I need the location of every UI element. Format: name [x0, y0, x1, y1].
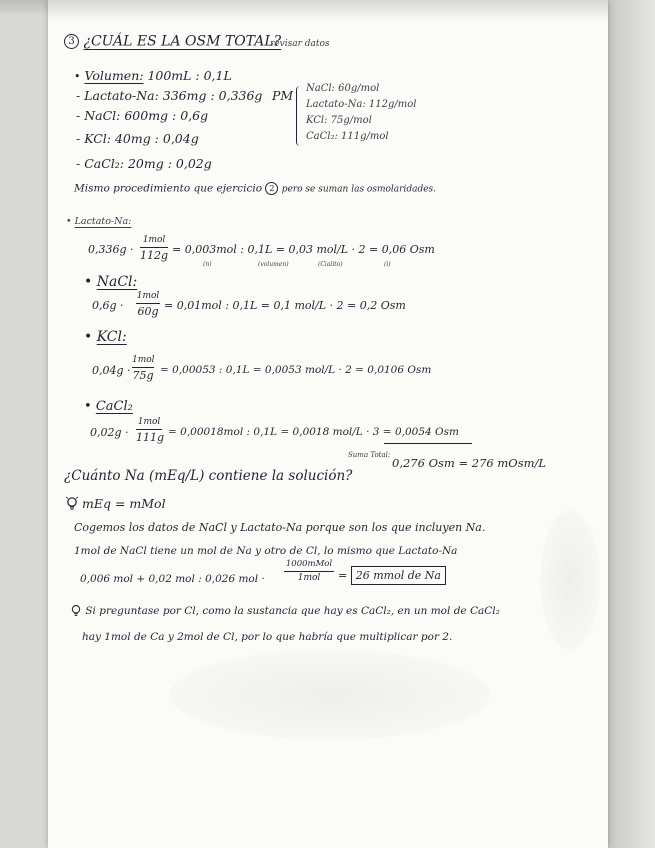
lactato-heading: • Lactato-Na: [66, 216, 132, 227]
page-shadow [48, 0, 608, 22]
kcl-frac-num: 1mol [132, 356, 154, 368]
volumen-label: Volumen: [84, 68, 144, 83]
nacl-heading-text: NaCl: [96, 274, 138, 290]
lightbulb-icon [66, 496, 78, 512]
kcl-data: - KCl: 40mg : 0,04g [76, 131, 199, 146]
cacl2-result: = 0,00018mol : 0,1L = 0,0018 mol/L · 3 = 0,0054 Osm [168, 426, 459, 438]
nacl-data: - NaCl: 600mg : 0,6g [76, 108, 209, 123]
lactato-start: 0,336g · [88, 243, 134, 256]
sodium-frac-den: 1mol [297, 572, 321, 583]
lactato-label-v: (volumen) [258, 261, 289, 268]
question-title: ¿CUÁL ES LA OSM TOTAL? [83, 33, 282, 50]
cacl2-data: - CaCl₂: 20mg : 0,02g [76, 156, 212, 171]
nacl-heading: • NaCl: [84, 274, 138, 290]
question-number: 3 [64, 34, 79, 49]
volumen-value: 100mL : 0,1L [147, 68, 232, 83]
kcl-frac-den: 75g [132, 369, 154, 382]
show-through-smudge [170, 650, 490, 740]
question-heading [64, 34, 281, 49]
cacl2-frac-num: 1mol [136, 418, 162, 430]
show-through-smudge [540, 510, 600, 650]
lactato-fraction [140, 236, 168, 261]
sodium-fraction [284, 560, 334, 583]
chloride-note-1-text: Si preguntase por Cl, como la sustancia que hay es CaCl₂, en un mol de CaCl₂ [85, 605, 500, 617]
cacl2-heading-text: CaCl₂ [95, 399, 133, 414]
sodium-result-boxed: 26 mmol de Na [351, 566, 446, 585]
method-note [74, 182, 436, 195]
lactato-result: = 0,003mol : 0,1L = 0,03 mol/L · 2 = 0,06 Osm [172, 243, 435, 256]
kcl-heading-text: KCl: [96, 329, 127, 345]
sodium-explanation-1: Cogemos los datos de NaCl y Lactato-Na porque son los que incluyen Na. [74, 521, 486, 534]
sodium-question: ¿Cuánto Na (mEq/L) contiene la solución? [64, 468, 353, 484]
sodium-calc-start: 0,006 mol + 0,02 mol : 0,026 mol · [80, 573, 265, 585]
meq-line [66, 498, 166, 511]
nacl-result: = 0,01mol : 0,1L = 0,1 mol/L · 2 = 0,2 Osm [164, 299, 406, 312]
lactato-data-text: Lactato-Na: 336mg : 0,336g [84, 88, 263, 103]
method-tail: pero se suman las osmolaridades. [281, 184, 437, 195]
lightbulb-icon [70, 604, 82, 618]
nacl-start: 0,6g · [92, 299, 124, 312]
lactato-label-c: (Cialito) [318, 261, 343, 268]
nacl-fraction [136, 292, 160, 317]
pm-lactato: Lactato-Na: 112g/mol [306, 99, 417, 110]
chloride-note-1 [70, 604, 500, 618]
chloride-note-2: hay 1mol de Ca y 2mol de Cl, por lo que habría que multiplicar por 2. [82, 631, 453, 643]
total-value: 0,276 Osm = 276 mOsm/L [392, 456, 547, 470]
lactato-label-n: (n) [203, 261, 212, 268]
sodium-result: = 26 mmol de Na [338, 570, 446, 581]
cacl2-start: 0,02g · [90, 426, 129, 439]
lactato-label-i: (i) [384, 261, 391, 268]
cacl2-fraction [136, 417, 165, 444]
lactato-frac-num: 1mol [140, 236, 168, 248]
nacl-frac-num: 1mol [136, 292, 160, 304]
nacl-frac-den: 60g [137, 305, 159, 318]
total-label: Suma Total: [348, 451, 391, 459]
kcl-data-text: KCl: 40mg : 0,04g [84, 131, 199, 146]
total-rule [384, 443, 472, 444]
kcl-fraction [132, 356, 154, 381]
pm-brace [296, 86, 303, 146]
header-note: revisar datos [270, 39, 330, 49]
pm-label: PM [272, 88, 294, 103]
method-ref: 2 [265, 182, 278, 195]
kcl-start: 0,04g · [92, 364, 131, 377]
cacl2-frac-den: 111g [136, 431, 165, 444]
volumen-line: • Volumen: 100mL : 0,1L [74, 68, 232, 83]
pm-kcl: KCl: 75g/mol [306, 115, 372, 126]
kcl-heading: • KCl: [84, 329, 127, 345]
lactato-heading-text: Lactato-Na: [74, 216, 132, 227]
cacl2-heading: • CaCl₂ [84, 399, 133, 414]
kcl-result: = 0,00053 : 0,1L = 0,0053 mol/L · 2 = 0,0106 Osm [160, 364, 432, 376]
cacl2-data-text: CaCl₂: 20mg : 0,02g [84, 156, 212, 171]
method-note-text: Mismo procedimiento que ejercicio [74, 182, 263, 195]
meq-equivalence: mEq = mMol [82, 496, 166, 511]
lactato-data: - Lactato-Na: 336mg : 0,336g [76, 88, 263, 103]
sodium-frac-num: 1000mMol [284, 560, 334, 572]
scanner-right-edge [608, 0, 655, 848]
lactato-frac-den: 112g [140, 249, 169, 262]
pm-nacl: NaCl: 60g/mol [306, 83, 380, 94]
sodium-explanation-2: 1mol de NaCl tiene un mol de Na y otro de Cl, lo mismo que Lactato-Na [74, 545, 458, 557]
nacl-data-text: NaCl: 600mg : 0,6g [84, 108, 209, 123]
pm-cacl2: CaCl₂: 111g/mol [306, 131, 389, 142]
